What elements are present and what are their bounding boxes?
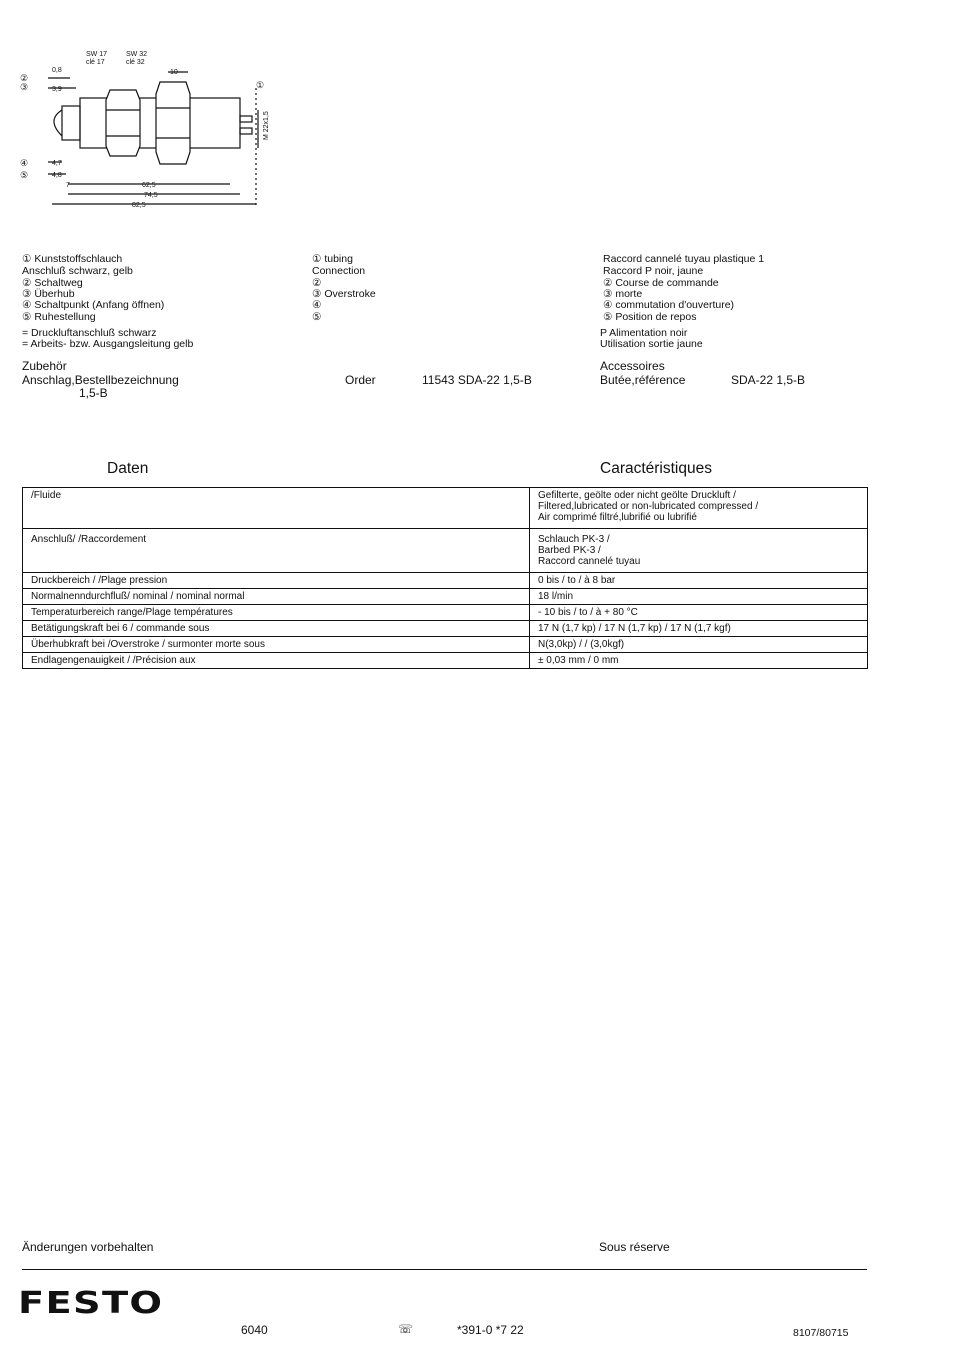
legend-de-line: ③ Überhub (22, 288, 75, 300)
dim-0-8: 0,8 (52, 67, 62, 74)
label-sw17: SW 17 (86, 51, 108, 58)
table-row (23, 573, 868, 589)
table-row (23, 589, 868, 605)
legend-fr-line: ⑤ Position de repos (603, 311, 697, 323)
heading-daten: Daten (107, 460, 149, 477)
table-cell-value: N(3,0kp) / / (3,0kgf) (530, 637, 868, 653)
legend-en-line: ④ (312, 299, 322, 311)
table-cell-value: Schlauch PK-3 / Barbed PK-3 / Raccord cannelé tuyau (530, 529, 868, 573)
label-sw32: SW 32 (126, 51, 148, 58)
dim-10: 10 (170, 69, 178, 76)
table-cell-value: - 10 bis / to / à + 80 °C (530, 605, 868, 621)
table-cell-label: Normalnenndurchfluß/ nominal / nominal normal (23, 589, 530, 605)
legend-de-line: ② Schaltweg (22, 277, 83, 289)
legend-fr-line: P Alimentation noir (600, 327, 688, 339)
table-row (23, 488, 868, 529)
dim-62-5: 62,5 (142, 182, 156, 189)
dim-thread: M 22x1,5 (263, 111, 270, 140)
dim-4-8: 4,8 (52, 172, 62, 179)
table-row (23, 637, 868, 653)
accessories-value-de: 1,5-B (79, 386, 108, 400)
table-cell-label: Anschluß/ /Raccordement (23, 529, 530, 573)
technical-drawing (18, 48, 280, 213)
dim-4-7: 4,7 (52, 160, 62, 167)
specification-table (22, 487, 868, 669)
footer-divider (22, 1269, 867, 1270)
legend-fr-line: Raccord cannelé tuyau plastique 1 (603, 253, 765, 265)
footer-phone: *391-0 *7 22 (457, 1323, 524, 1337)
accessories-line-fr: Butée,référence (600, 373, 686, 387)
footer-note-fr: Sous réserve (599, 1240, 670, 1254)
marker-4: ④ (20, 158, 29, 168)
legend-en-line: Connection (312, 265, 366, 277)
label-cle17: clé 17 (86, 59, 105, 66)
table-cell-label: Überhubkraft bei /Overstroke / surmonter morte sous (23, 637, 530, 653)
accessories-order-en: Order (345, 373, 376, 387)
table-cell-label: Temperaturbereich range/Plage températures (23, 605, 530, 621)
legend-fr-line: Utilisation sortie jaune (600, 338, 703, 350)
footer-note-de: Änderungen vorbehalten (22, 1240, 154, 1254)
accessories-title-de: Zubehör (22, 359, 67, 373)
table-row (23, 653, 868, 669)
legend-de-line: Anschluß schwarz, gelb (22, 265, 133, 277)
table-cell-label: Druckbereich / /Plage pression (23, 573, 530, 589)
label-cle32: clé 32 (126, 59, 145, 66)
legend-en-line: ① tubing (312, 253, 353, 265)
legend-de-line: ⑤ Ruhestellung (22, 311, 96, 323)
legend-de-line: ① Kunststoffschlauch (22, 253, 123, 265)
marker-1: ① (256, 80, 265, 90)
heading-caracteristiques: Caractéristiques (600, 460, 712, 477)
footer-doc-number: 8107/80715 (793, 1327, 849, 1339)
table-row (23, 621, 868, 637)
marker-5: ⑤ (20, 170, 29, 180)
table-cell-value: 0 bis / to / à 8 bar (530, 573, 868, 589)
accessories-title-fr: Accessoires (600, 359, 665, 373)
table-cell-value: 18 l/min (530, 589, 868, 605)
festo-logo: FESTO (18, 1286, 164, 1321)
legend-fr-line: Raccord P noir, jaune (603, 265, 704, 277)
marker-2: ② (20, 73, 29, 83)
legend-fr-line: ② Course de commande (603, 277, 719, 289)
dim-3-9: 3,9 (52, 86, 62, 93)
dim-74-5: 74,5 (144, 192, 158, 199)
legend-de-line: ④ Schaltpunkt (Anfang öffnen) (22, 299, 165, 311)
legend-en-line: ⑤ (312, 311, 322, 323)
legend-de-line: = Druckluftanschluß schwarz (22, 327, 157, 339)
marker-3: ③ (20, 82, 29, 92)
table-cell-label: Betätigungskraft bei 6 / commande sous (23, 621, 530, 637)
table-cell-value: 17 N (1,7 kp) / 17 N (1,7 kp) / 17 N (1,7 kgf) (530, 621, 868, 637)
legend-de-line: = Arbeits- bzw. Ausgangsleitung gelb (22, 338, 194, 350)
footer-postcode: 6040 (241, 1323, 268, 1337)
legend-fr-line: ④ commutation d'ouverture) (603, 299, 735, 311)
table-cell-label: /Fluide (23, 488, 530, 529)
dim-82-5: 82,5 (132, 202, 146, 209)
table-cell-label: Endlagengenauigkeit / /Précision aux (23, 653, 530, 669)
telephone-icon: ☏ (398, 1322, 414, 1336)
table-row (23, 529, 868, 573)
table-cell-value: Gefilterte, geölte oder nicht geölte Druckluft / Filtered,lubricated or non-lubricated compressed / Air comprimé filtré,lubrifié ou lubrifié (530, 488, 868, 529)
accessories-value-en: 11543 SDA-22 1,5-B (422, 373, 532, 387)
accessories-value-fr: SDA-22 1,5-B (731, 373, 806, 387)
accessories-line-de: Anschlag,Bestellbezeichnung (22, 373, 179, 387)
dim-7: 7 (66, 182, 70, 189)
legend-fr-line: ③ morte (603, 288, 643, 300)
table-row (23, 605, 868, 621)
legend-en-line: ③ Overstroke (312, 288, 376, 300)
table-cell-value: ± 0,03 mm / 0 mm (530, 653, 868, 669)
legend-en-line: ② (312, 277, 322, 289)
